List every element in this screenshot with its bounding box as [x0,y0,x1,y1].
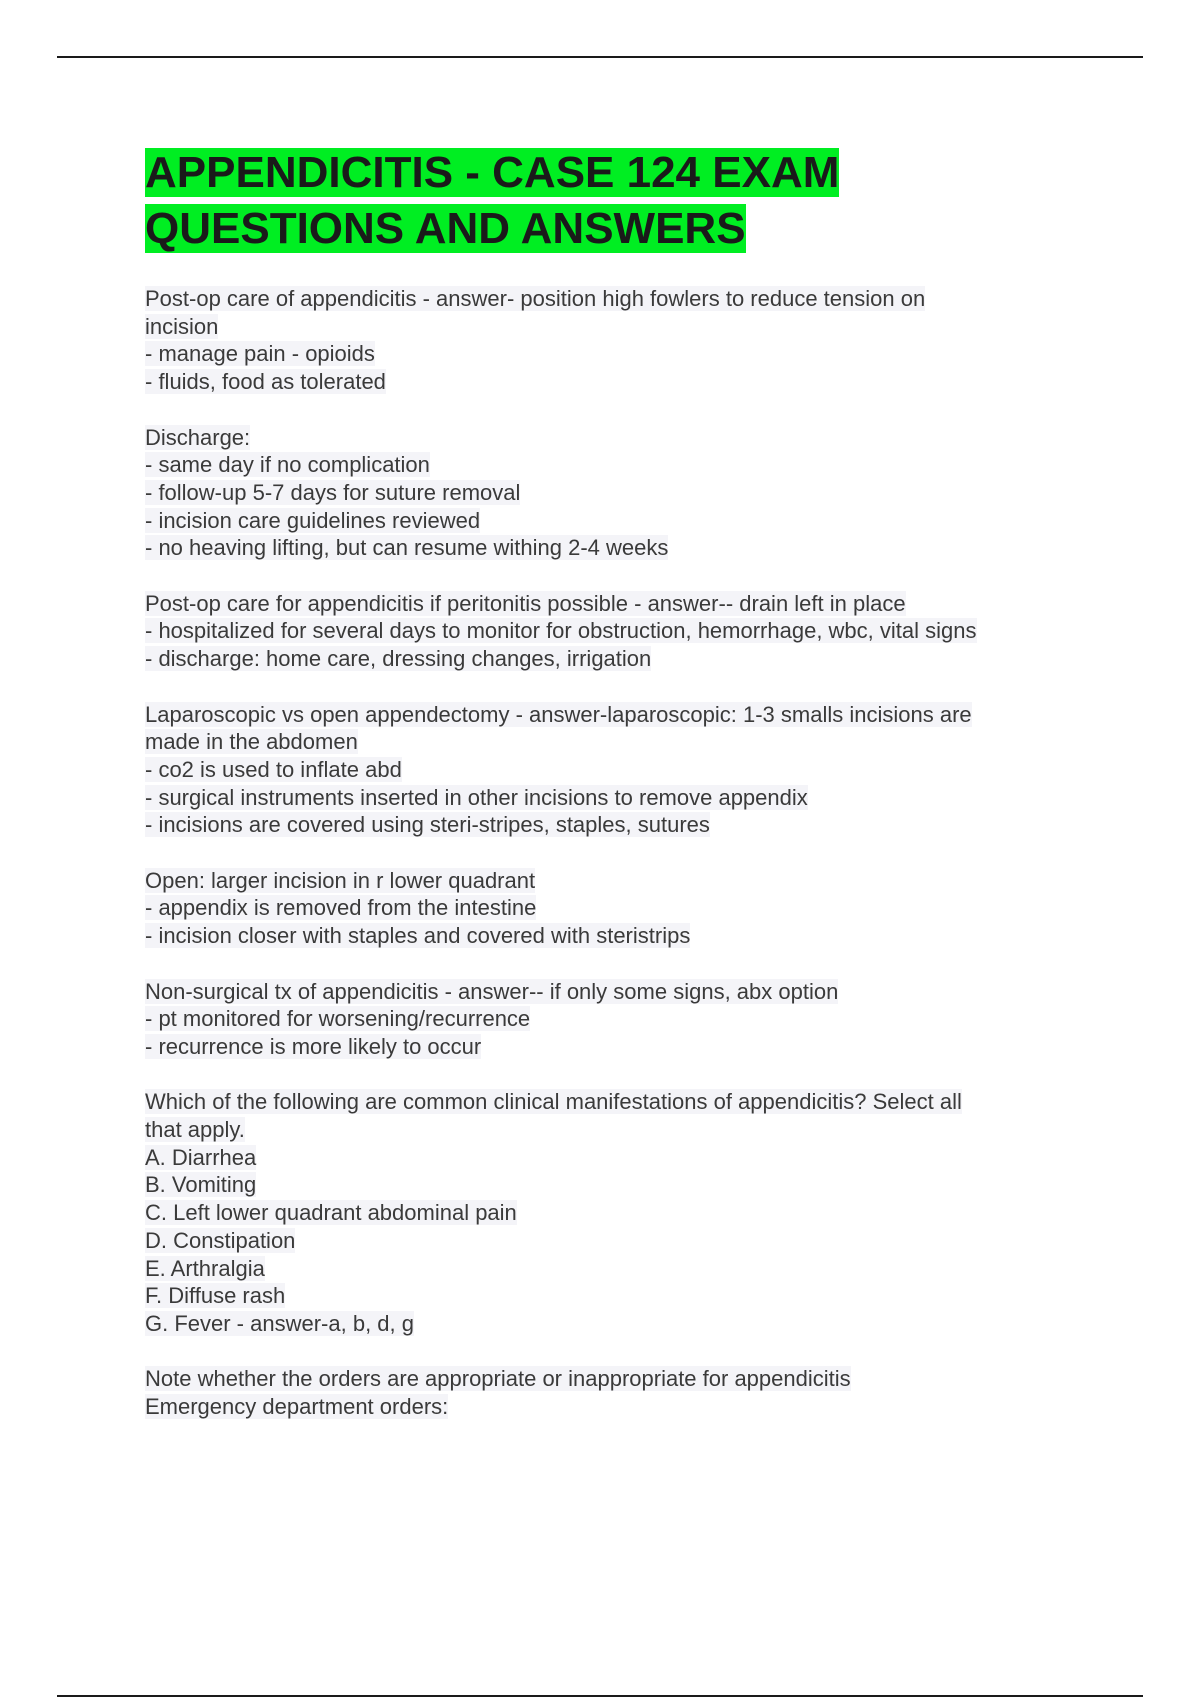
text-line-content: - fluids, food as tolerated [145,369,386,395]
text-line [145,451,1085,479]
text-line [145,1365,1085,1393]
text-line-content: Laparoscopic vs open appendectomy - answer-laparoscopic: 1-3 smalls incisions are [145,701,972,727]
text-line-content: B. Vomiting [145,1172,257,1198]
text-line [145,1227,1085,1255]
text-line [145,1144,1085,1172]
text-line [145,1310,1085,1338]
text-line [145,313,1085,341]
text-line-content: - incisions are covered using steri-stripes, staples, sutures [145,812,710,838]
text-line [145,590,1085,618]
text-line-content: C. Left lower quadrant abdominal pain [145,1200,517,1226]
text-line-content: - incision care guidelines reviewed [145,507,481,533]
text-line [145,1033,1085,1061]
text-line [145,507,1085,535]
text-line [145,1116,1085,1144]
text-line [145,1255,1085,1283]
text-line-content: - appendix is removed from the intestine [145,895,537,921]
text-line-content: - incision closer with staples and covered with steristrips [145,923,691,949]
text-line [145,285,1085,313]
text-line [145,811,1085,839]
document-title [145,145,1085,257]
text-line-content: Post-op care for appendicitis if peritonitis possible - answer-- drain left in place [145,590,906,616]
text-line [145,728,1085,756]
text-line [145,756,1085,784]
text-line [145,1393,1085,1421]
text-line [145,617,1085,645]
qa-block [145,701,1085,840]
text-line [145,867,1085,895]
text-line-content: Which of the following are common clinical manifestations of appendicitis? Select all [145,1089,962,1115]
text-line [145,1199,1085,1227]
text-line-content: - follow-up 5-7 days for suture removal [145,479,521,505]
qa-block [145,1365,1085,1420]
text-line-content: Open: larger incision in r lower quadrant [145,867,536,893]
top-rule [57,56,1143,58]
text-line-content: Non-surgical tx of appendicitis - answer-- if only some signs, abx option [145,978,839,1004]
text-line [145,340,1085,368]
text-line-content: that apply. [145,1117,245,1142]
text-line [145,1171,1085,1199]
qa-block [145,590,1085,673]
text-line-content: - manage pain - opioids [145,341,375,367]
text-line-content: - discharge: home care, dressing changes, irrigation [145,646,652,672]
text-line-content: Emergency department orders: [145,1394,449,1420]
text-line-content: incision [145,313,219,339]
text-line-content: Discharge: [145,424,251,450]
text-line-content: - pt monitored for worsening/recurrence [145,1006,531,1032]
text-line [145,424,1085,452]
text-line-content: - hospitalized for several days to monitor for obstruction, hemorrhage, wbc, vital signs [145,618,977,644]
qa-block [145,424,1085,563]
document-content [145,145,1085,1448]
text-line [145,368,1085,396]
text-line-content: F. Diffuse rash [145,1283,286,1309]
text-line-content: G. Fever - answer-a, b, d, g [145,1310,414,1336]
text-line [145,784,1085,812]
text-line-content: - surgical instruments inserted in other incisions to remove appendix [145,784,808,810]
text-line-content: D. Constipation [145,1227,296,1253]
text-line-content: - recurrence is more likely to occur [145,1033,482,1059]
text-line [145,645,1085,673]
title-line-1: APPENDICITIS - CASE 124 EXAM [145,148,840,197]
text-line-content: A. Diarrhea [145,1144,257,1170]
text-line [145,894,1085,922]
qa-block [145,978,1085,1061]
bottom-rule [57,1695,1143,1697]
text-line-content: - no heaving lifting, but can resume withing 2-4 weeks [145,535,669,561]
text-line-content: made in the abdomen [145,729,358,755]
text-line-content: - co2 is used to inflate abd [145,756,402,782]
text-line-content: - same day if no complication [145,452,430,478]
qa-block [145,285,1085,396]
text-line [145,701,1085,729]
text-line-content: Post-op care of appendicitis - answer- position high fowlers to reduce tension on [145,286,926,311]
text-line [145,479,1085,507]
qa-block [145,867,1085,950]
text-line [145,534,1085,562]
text-line [145,1282,1085,1310]
title-line-2: QUESTIONS AND ANSWERS [145,204,746,253]
text-line-content: E. Arthralgia [145,1255,265,1281]
text-line [145,1005,1085,1033]
text-line [145,978,1085,1006]
text-line [145,1088,1085,1116]
qa-block [145,1088,1085,1337]
text-line [145,922,1085,950]
text-line-content: Note whether the orders are appropriate or inappropriate for appendicitis [145,1366,851,1392]
document-body [145,285,1085,1421]
